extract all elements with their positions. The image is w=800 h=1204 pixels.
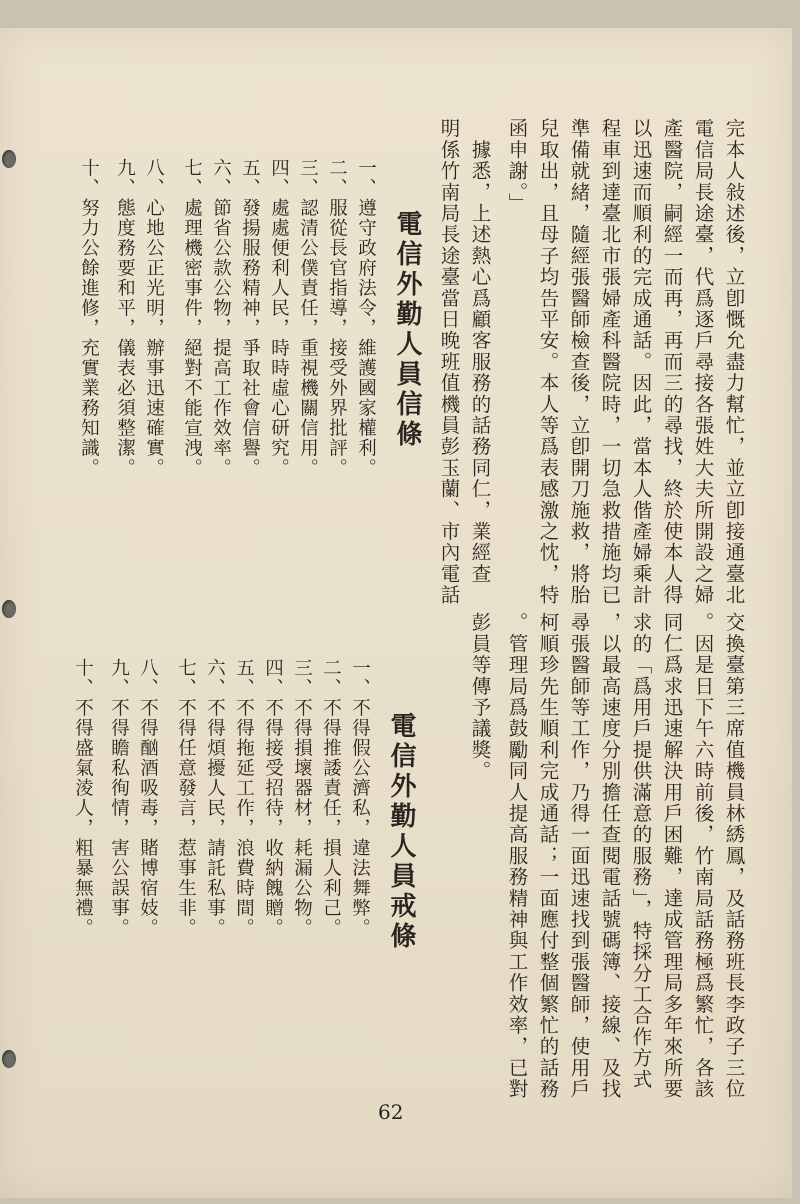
article-line: 電信局長途臺，代爲逐戶尋接各張姓大夫所開設之婦	[691, 118, 715, 606]
punch-hole-icon	[2, 1050, 16, 1068]
creed-item: 九、態度務要和平，儀表必須整潔。	[114, 158, 136, 478]
article-line: 。因是日下午六時前後，竹南局話務極爲繁忙，各該	[691, 612, 715, 1100]
precept-item: 五、不得拖延工作，浪費時間。	[233, 658, 255, 938]
article-line: 交換臺第三席值機員林綉鳳，及話務班長李政子三位	[722, 612, 746, 1100]
creed-item: 五、發揚服務精神，爭取社會信譽。	[239, 158, 261, 478]
creed-item: 六、節省公款公物，提高工作效率。	[210, 158, 232, 478]
article-line: 以迅速而順利的完成通話。因此，當本人偕產婦乘計	[629, 118, 653, 606]
precept-item: 七、不得任意發言，惹事生非。	[175, 658, 197, 938]
article-line: 函申謝。」	[505, 118, 529, 215]
precept-item: 二、不得推諉責任，損人利己。	[320, 658, 342, 938]
article-line: 完本人敍述後，立卽慨允盡力幫忙，並立卽接通臺北	[722, 118, 746, 606]
article-line: 尋張醫師等工作，乃得一面迅速找到張醫師，使用戶	[567, 612, 591, 1100]
precept-item: 八、不得酗酒吸毒，賭博宿妓。	[137, 658, 159, 938]
page-number: 62	[378, 1100, 404, 1124]
creed-title: 電信外勤人員信條	[392, 210, 422, 450]
precept-item: 九、不得瞻私徇情，害公誤事。	[108, 658, 130, 938]
article-line: 產醫院，嗣經一而再，再而三的尋找，終於使本人得	[660, 118, 684, 606]
precept-item: 三、不得損壞器材，耗漏公物。	[291, 658, 313, 938]
creed-item: 八、心地公正光明，辦事迅速確實。	[143, 158, 165, 478]
creed-item: 四、處處便利人民，時時虛心研究。	[268, 158, 290, 478]
article-line: 明係竹南局長途臺當日晚班值機員彭玉蘭、市內電話	[437, 118, 461, 606]
punch-hole-icon	[2, 600, 16, 618]
precept-item: 十、不得盛氣淩人，粗暴無禮。	[72, 658, 94, 938]
precept-item: 一、不得假公濟私，違法舞弊。	[349, 658, 371, 938]
article-line: 。管理局爲鼓勵同人提高服務精神與工作效率，已對	[505, 612, 529, 1100]
article-line: 彭員等傳予議獎。	[468, 612, 492, 782]
creed-item: 一、遵守政府法令，維護國家權利。	[355, 158, 377, 478]
article-line: 據悉，上述熱心爲顧客服務的話務同仁，業經查	[468, 118, 492, 585]
creed-item: 二、服從長官指導，接受外界批評。	[326, 158, 348, 478]
precepts-title: 電信外勤人員戒條	[386, 712, 416, 952]
precept-item: 六、不得煩擾人民，請託私事。	[204, 658, 226, 938]
creed-item: 三、認清公僕責任，重視機關信用。	[297, 158, 319, 478]
article-line: 兒取出，且母子均告平安。本人等爲表感激之忱，特	[536, 118, 560, 606]
article-line: 求的「爲用戶提供滿意的服務」，特採分工合作方式	[629, 612, 653, 1090]
article-line: 程車到達臺北市張婦產科醫院時，一切急救措施均已	[598, 118, 622, 606]
article-line: 準備就緒，隨經張醫師檢查後，立卽開刀施救，將胎	[567, 118, 591, 606]
precept-item: 四、不得接受招待，收納餽贈。	[262, 658, 284, 938]
creed-item: 七、處理機密事件，絕對不能宣洩。	[181, 158, 203, 478]
article-line: ，以最高速度分別擔任查閱電話號碼簿、接線、及找	[598, 612, 622, 1100]
article-line: 同仁爲求迅速解決用戶困難，達成管理局多年來所要	[660, 612, 684, 1100]
article-line: 柯順珍先生順利完成通話；一面應付整個繁忙的話務	[536, 612, 560, 1100]
creed-item: 十、努力公餘進修，充實業務知識。	[78, 158, 100, 478]
punch-hole-icon	[2, 150, 16, 168]
